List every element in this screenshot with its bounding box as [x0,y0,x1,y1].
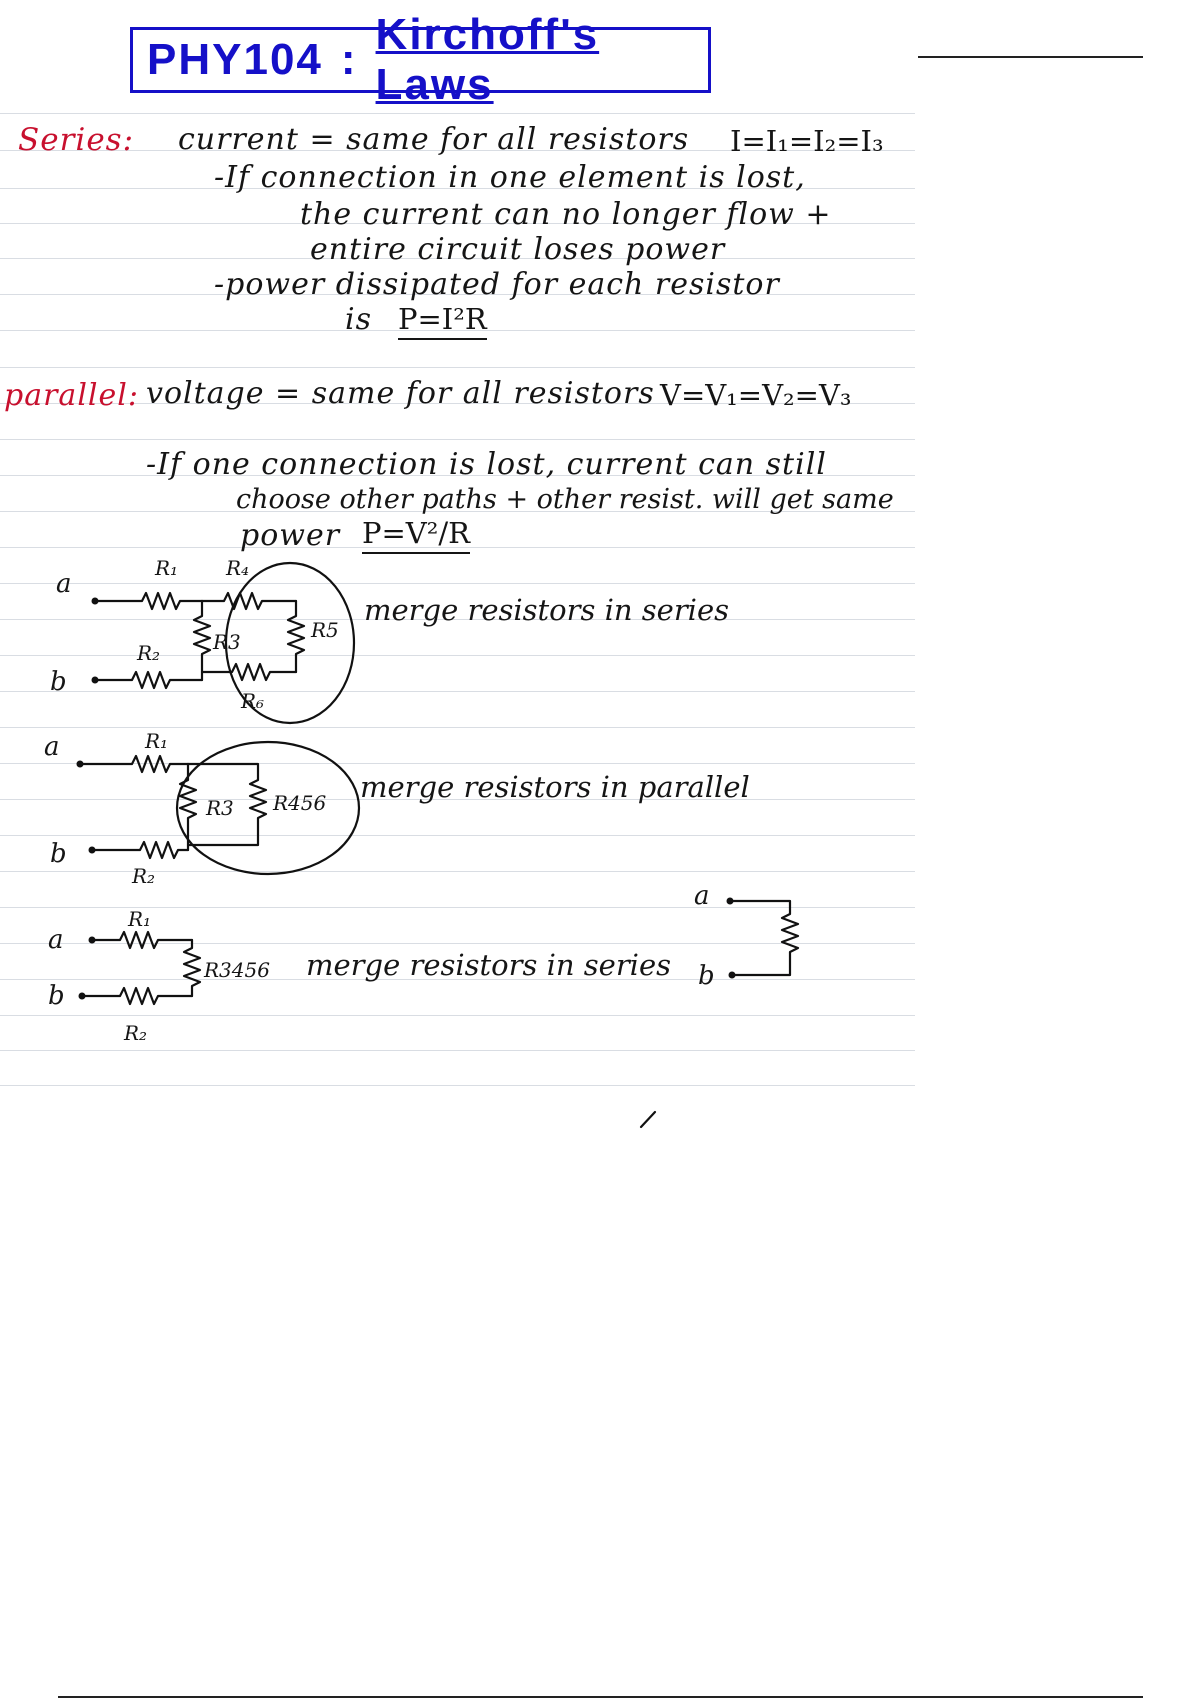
resistor-r4 [202,593,296,609]
circuit-4 [694,881,798,991]
parallel-label: parallel: [4,378,139,413]
circuit-3 [48,907,671,1045]
label-r1: R₁ [155,556,179,580]
merge-circle-2 [177,742,359,874]
parallel-line-3: choose other paths + other resist. will get same [236,484,894,515]
resistor-r1 [80,756,188,772]
resistor-r2 [92,842,188,858]
circuit-2 [44,729,750,888]
series-line-6-prefix: is [345,302,372,337]
terminal-b-label: b [48,981,65,1011]
parallel-line-2: -If one connection is lost, current can still [146,447,827,482]
label-r4: R₄ [226,556,250,580]
parallel-voltage-equation: V=V₁=V₂=V₃ [660,378,852,412]
label-r3456: R3456 [204,958,270,982]
terminal-a-label: a [56,569,72,599]
resistor-r3 [194,601,210,680]
parallel-power-formula: P=V²/R [362,516,470,554]
resistor-r3456 [184,940,200,996]
label-r6: R₆ [241,689,265,713]
terminal-b-label: b [50,839,67,869]
circuit-1 [50,556,729,723]
resistor-r5 [288,601,304,672]
resistor-r2 [82,988,192,1004]
equivalent-resistor [730,901,798,975]
label-r3: R3 [206,796,234,820]
terminal-a-label: a [694,881,710,911]
label-r456: R456 [273,791,327,815]
terminal-a-label: a [48,925,64,955]
note-merge-parallel: merge resistors in parallel [360,770,750,804]
series-line-3: the current can no longer flow + [300,197,832,232]
series-line-5: -power dissipated for each resistor [214,267,780,302]
label-r3: R3 [213,630,241,654]
parallel-line-1: voltage = same for all resistors [146,376,655,411]
label-r2: R₂ [137,641,161,665]
title-separator: : [340,35,358,84]
resistor-r1 [92,932,192,948]
series-power-formula: P=I²R [398,302,487,340]
series-label: Series: [18,122,135,158]
terminal-a-label: a [44,732,60,762]
label-r5: R5 [311,618,339,642]
resistor-r2 [95,672,202,688]
note-merge-series-1: merge resistors in series [364,593,730,627]
note-merge-series-2: merge resistors in series [306,948,672,982]
title-topic: Kirchoff's Laws [375,10,600,109]
resistor-r1 [95,593,202,609]
series-line-4: entire circuit loses power [310,232,726,267]
label-r1: R₁ [145,729,169,753]
resistor-r6 [202,664,296,680]
series-line-1: current = same for all resistors [178,122,690,157]
title-course: PHY104 [147,35,323,84]
terminal-b-label: b [50,667,67,697]
label-r2: R₂ [124,1021,148,1045]
terminal-b-label: b [698,961,715,991]
series-current-equation: I=I₁=I₂=I₃ [730,124,884,158]
series-line-2: -If connection in one element is lost, [214,160,806,195]
footer-line [58,1696,1143,1698]
label-r2: R₂ [132,864,156,888]
pen-stroke-mark [641,1112,655,1127]
label-r1: R₁ [128,907,152,931]
parallel-line-4-prefix: power [240,518,341,553]
